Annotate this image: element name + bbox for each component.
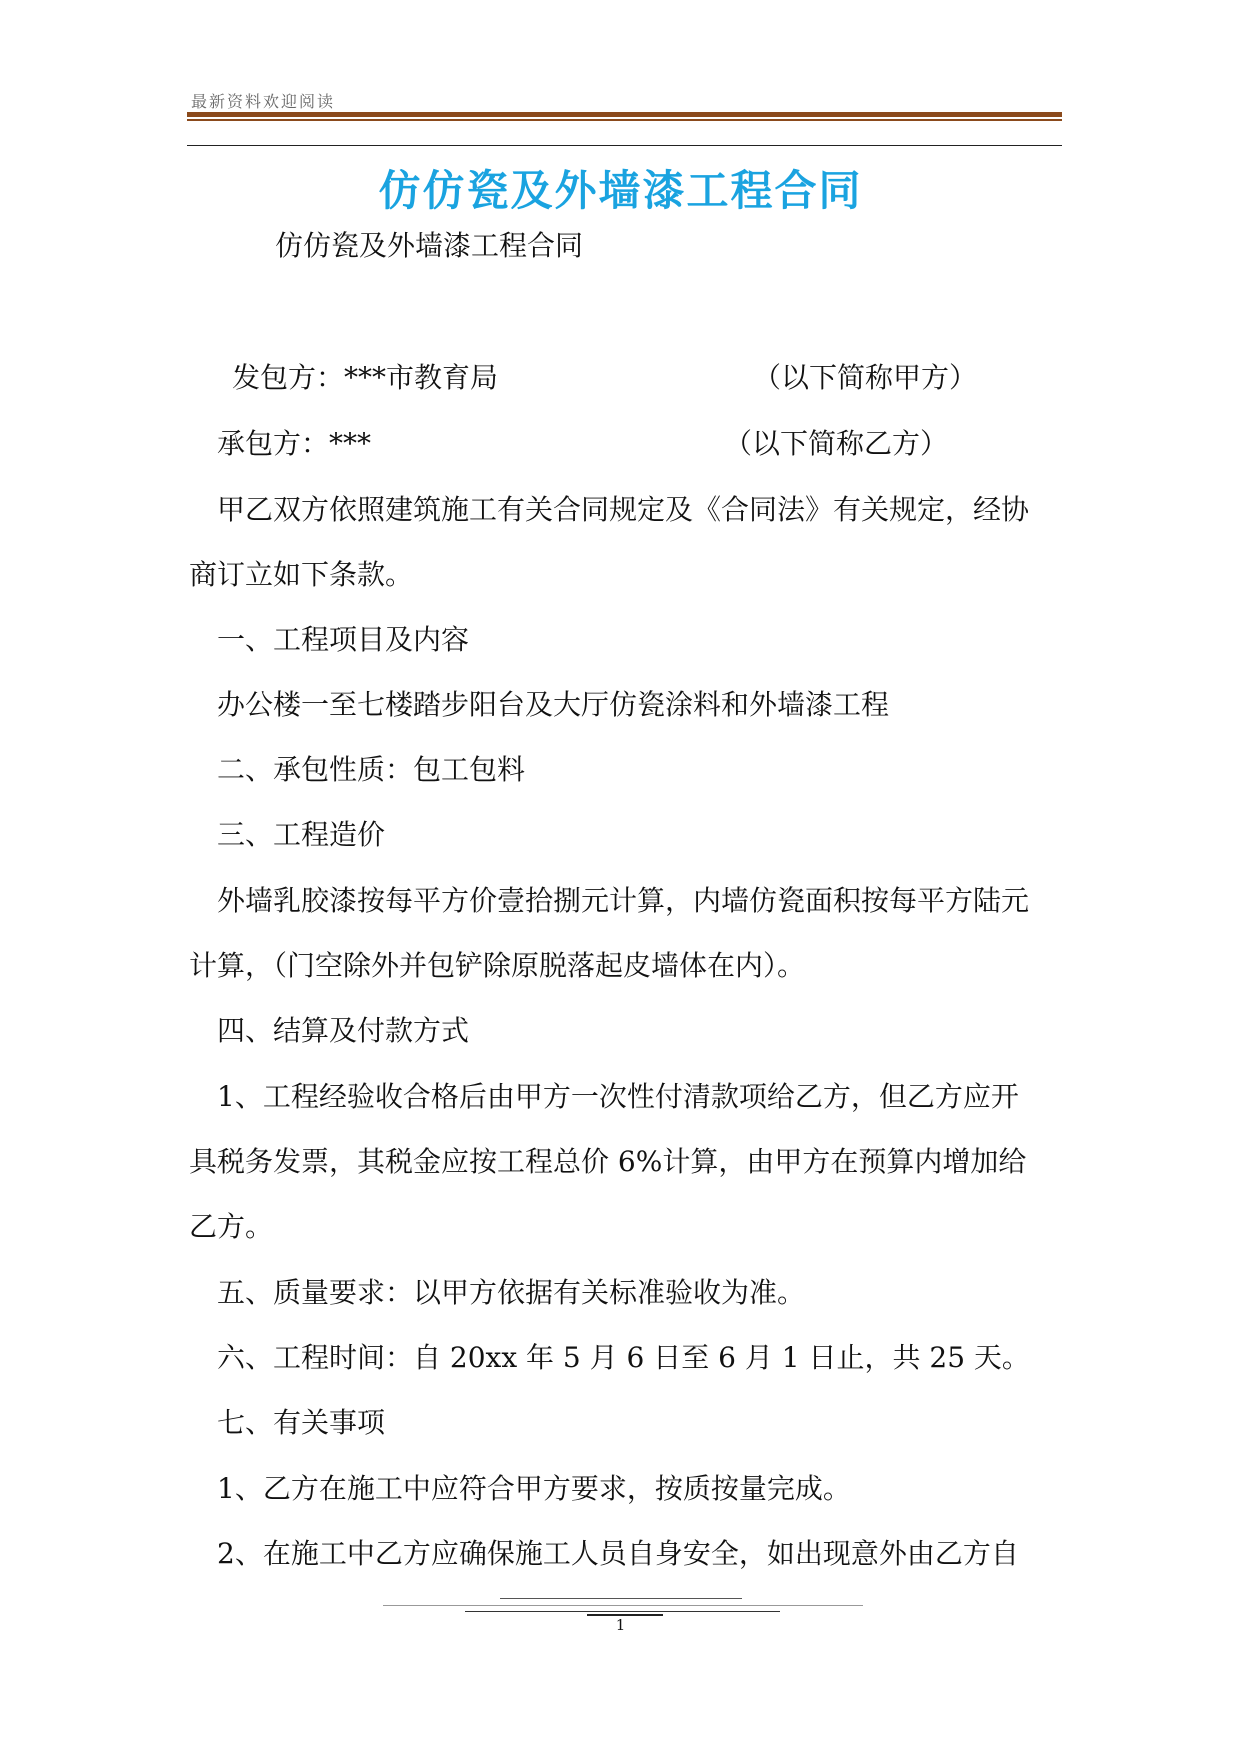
section-7-item-2: 2、在施工中乙方应确保施工人员自身安全，如出现意外由乙方自 (217, 1537, 1019, 1570)
intro-line-1: 甲乙双方依照建筑施工有关合同规定及《合同法》有关规定，经协 (217, 493, 1030, 526)
section-4-line-2: 具税务发票，其税金应按工程总价 6%计算，由甲方在预算内增加给 (189, 1145, 1027, 1178)
section-2-heading: 二、承包性质：包工包料 (217, 753, 526, 786)
intro-line-2: 商订立如下条款。 (189, 558, 414, 591)
document-subtitle: 仿仿瓷及外墙漆工程合同 (275, 229, 584, 262)
footer-rule-top (500, 1598, 742, 1599)
section-1-content: 办公楼一至七楼踏步阳台及大厅仿瓷涂料和外墙漆工程 (217, 688, 890, 721)
section-5-heading: 五、质量要求：以甲方依据有关标准验收为准。 (217, 1276, 806, 1309)
header-rule-thick (187, 112, 1062, 117)
section-4-line-1: 1、工程经验收合格后由甲方一次性付清款项给乙方，但乙方应开 (217, 1080, 1019, 1113)
footer-rule-bottom (465, 1611, 780, 1612)
section-7-item-1: 1、乙方在施工中应符合甲方要求，按质按量完成。 (217, 1472, 851, 1505)
section-7-heading: 七、有关事项 (217, 1406, 386, 1439)
section-3-line-2: 计算，（门空除外并包铲除原脱落起皮墙体在内）。 (189, 949, 806, 982)
section-4-line-3: 乙方。 (189, 1210, 274, 1243)
header-rule-black (187, 145, 1062, 146)
document-title: 仿仿瓷及外墙漆工程合同 (378, 166, 863, 215)
section-3-line-1: 外墙乳胶漆按每平方价壹拾捌元计算，内墙仿瓷面积按每平方陆元 (217, 884, 1030, 917)
section-4-heading: 四、结算及付款方式 (217, 1014, 470, 1047)
header-rule-thin (187, 119, 1062, 121)
section-1-heading: 一、工程项目及内容 (217, 623, 470, 656)
party-a-label: 发包方：***市教育局 (232, 361, 499, 394)
party-b-label: 承包方：*** (217, 427, 372, 460)
section-3-heading: 三、工程造价 (217, 818, 386, 851)
party-b-note: （以下简称乙方） (724, 427, 949, 460)
section-6-heading: 六、工程时间：自 20xx 年 5 月 6 日至 6 月 1 日止，共 25 天。 (217, 1341, 1030, 1374)
page-header-text: 最新资料欢迎阅读 (191, 92, 336, 111)
page-number: 1 (615, 1616, 626, 1634)
party-a-note: （以下简称甲方） (753, 361, 978, 394)
footer-rule-middle (383, 1605, 863, 1606)
